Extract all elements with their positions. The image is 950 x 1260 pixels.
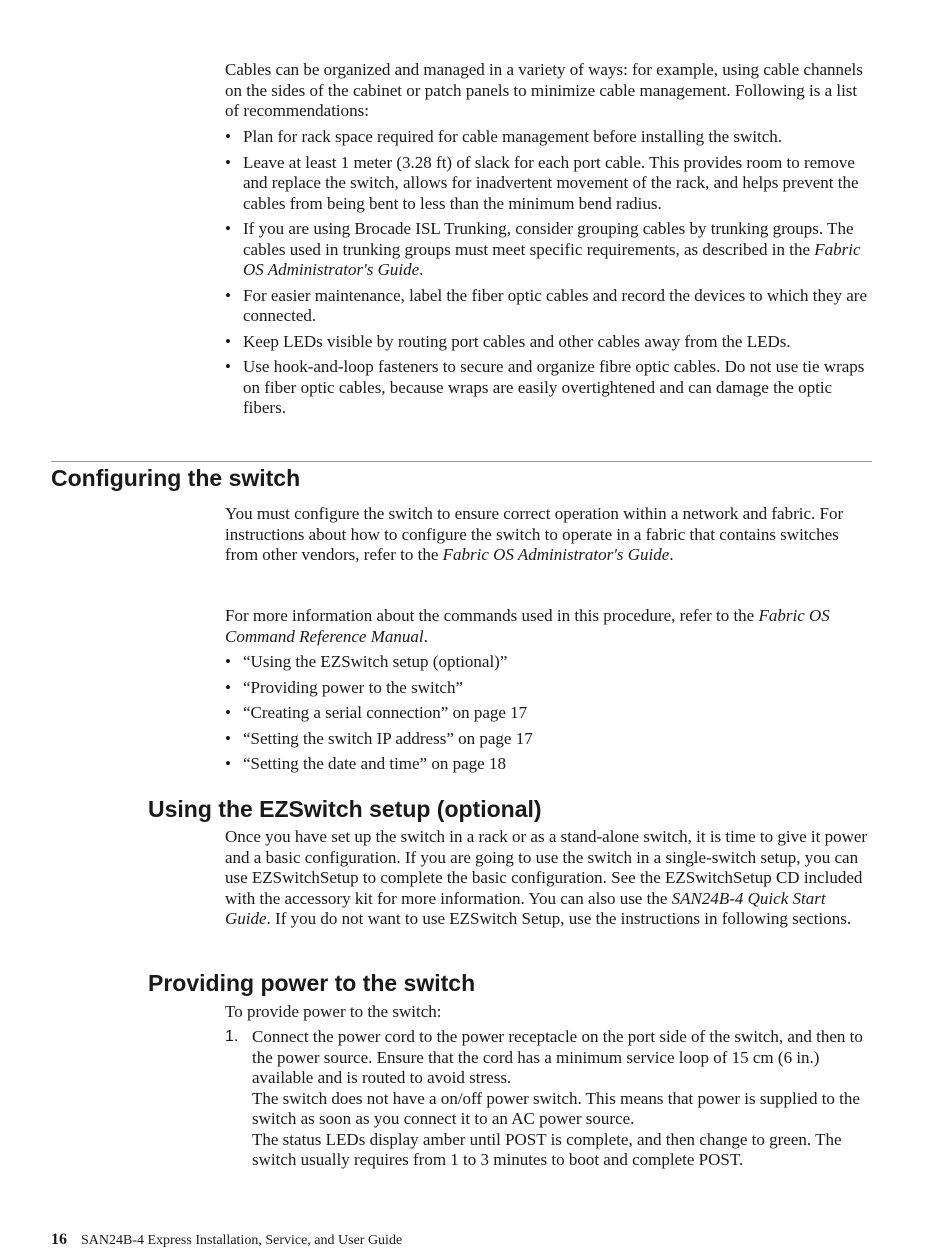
procedure-links-list [225,652,873,780]
list-item: • Keep LEDs visible by routing port cables and other cables away from the LEDs. [225,331,791,351]
intro-paragraph: Cables can be organized and managed in a variety of ways: for example, using cable channels on the sides of the cabinet or patch panels to minimize cable management. Following is a list of recommendations: [225,60,863,120]
list-item: • Plan for rack space required for cable management before installing the switch. [225,127,783,146]
guide-title: Fabric OS Administrator's Guide [442,545,670,564]
list-item: • For easier maintenance, label the fiber optic cables and record the devices to which they are connected. [225,285,868,325]
manual-title: Fabric OS Command Reference Manual [225,606,830,646]
configuring-paragraph: You must configure the switch to ensure correct operation within a network and fabric. For instructions about how to configure the switch to operate in a fabric that contains switches from other vendors, refer to the Fabric OS Administrator's Guide. [225,504,844,564]
list-item: • Use hook-and-loop fasteners to secure and organize fibre optic cables. Do not use tie wraps on fiber optic cables, because wraps are easily overtightened and can damage the optic fibers. [225,357,865,417]
bullet-icon: • [225,703,231,722]
step-item [225,1027,875,1171]
book-title: SAN24B-4 Express Installation, Service, and User Guide [81,1233,403,1248]
step-text: Connect the power cord to the power receptacle on the port side of the switch, and then to the power source. Ensure that the cord has a minimum service loop of 15 cm (6 in.) available and is routed to avoid stress. [252,1027,863,1087]
bullet-icon: • [225,652,231,671]
cross-reference-link[interactable]: • “Setting the switch IP address” on page 17 [225,728,533,748]
cross-reference-link[interactable]: • “Setting the date and time” on page 18 [225,754,506,773]
bullet-icon: • [225,331,231,351]
commands-paragraph: For more information about the commands used in this procedure, refer to the Fabric OS Command Reference Manual. [225,606,830,646]
cross-reference-link[interactable]: • “Using the EZSwitch setup (optional)” [225,652,508,671]
bullet-icon: • [225,219,231,238]
list-item: • If you are using Brocade ISL Trunking, consider grouping cables by trunking groups. The cables used in trunking groups must meet specific requirements, as described in the Fabric OS Administrator's Guide. [225,219,861,279]
page-footer [51,1231,402,1250]
bullet-icon: • [225,677,231,697]
cross-reference-link[interactable]: • “Providing power to the switch” [225,677,464,697]
subsection-heading-ezswitch: Using the EZSwitch setup (optional) [148,796,542,822]
list-item: • Leave at least 1 meter (3.28 ft) of slack for each port cable. This provides room to remove and replace the switch, allows for inadvertent movement of the rack, and helps prevent the cables from being bent to less than the minimum bend radius. [225,152,859,213]
step-number: 1. [225,1028,239,1045]
bullet-icon: • [225,152,231,172]
bullet-icon: • [225,728,231,748]
bullet-icon: • [225,357,231,376]
bullet-icon: • [225,285,231,305]
step-note: The status LEDs display amber until POST is complete, and then change to green. The switch usually requires from 1 to 3 minutes to boot and complete POST. [252,1129,842,1169]
guide-title: Fabric OS Administrator's Guide [243,239,861,279]
cross-reference-link[interactable]: • “Creating a serial connection” on page 17 [225,703,528,722]
power-intro: To provide power to the switch: [225,1002,442,1021]
power-steps-list [225,1027,875,1171]
guide-title: SAN24B-4 Quick Start Guide [225,888,826,928]
bullet-icon: • [225,754,231,773]
step-note: The switch does not have a on/off power switch. This means that power is supplied to the switch as soon as you connect it to an AC power source. [252,1088,860,1128]
ezswitch-paragraph: Once you have set up the switch in a rack or as a stand-alone switch, it is time to give it power and a basic configuration. If you are going to use the switch in a single-switch setup, you can use EZSwitchSetup to complete the basic configuration. See the EZSwitchSetup CD included with the accessory kit for more information. You can also use the SAN24B-4 Quick Start Guide. If you do not want to use EZSwitch Setup, use the instructions in following sections. [225,827,868,928]
subsection-heading-power: Providing power to the switch [148,970,476,996]
recommendations-list [225,127,873,424]
section-heading-configuring: Configuring the switch [51,465,301,491]
bullet-icon: • [225,127,231,146]
page-number: 16 [51,1231,67,1248]
section-divider [51,461,872,462]
